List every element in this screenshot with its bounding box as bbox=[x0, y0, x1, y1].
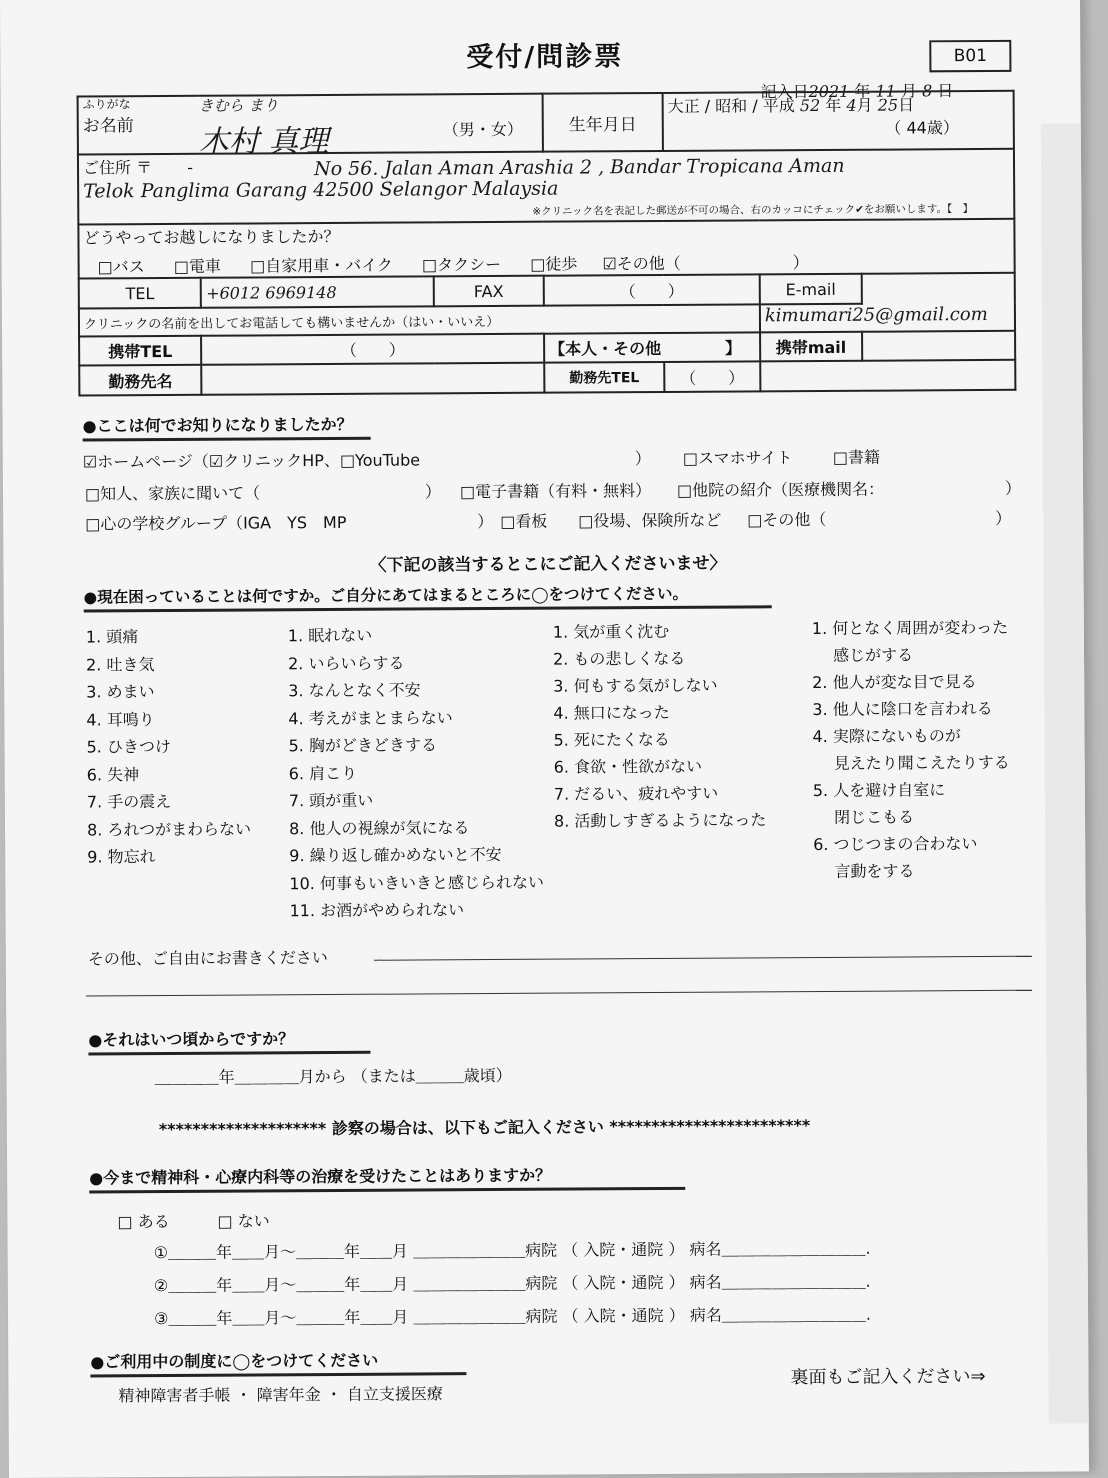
symptom-item[interactable]: 9. 物忘れ bbox=[87, 847, 156, 867]
symptom-item[interactable]: 1. 何となく周囲が変わった bbox=[811, 617, 1009, 639]
symptoms-col-mood bbox=[553, 617, 767, 834]
referral-other[interactable]: □その他（ bbox=[747, 509, 827, 530]
instruction-text: 〈下記の該当するとこにご記入くださいませ〉 bbox=[369, 553, 727, 576]
birth-year-unit: 年 bbox=[825, 95, 842, 115]
since-text[interactable]: ＿＿＿＿年＿＿＿＿月から （または＿＿＿歳頃） bbox=[154, 1065, 512, 1088]
referral-paren2: ） bbox=[424, 482, 442, 502]
referral-book[interactable]: □書籍 bbox=[832, 447, 880, 467]
address-cell[interactable] bbox=[78, 149, 1014, 225]
symptom-item[interactable]: 1. 頭痛 bbox=[85, 627, 139, 647]
free-text-label: その他、ご自由にお書きください bbox=[87, 948, 328, 969]
email-label: E-mail bbox=[760, 274, 862, 305]
history-row-2[interactable]: ②＿＿＿年＿＿月～＿＿＿年＿＿月 ＿＿＿＿＿＿＿病院 （ 入院・通院 ） 病名＿＿＿＿＿＿＿＿＿. bbox=[153, 1271, 871, 1296]
symptom-item[interactable]: 2. いらいらする bbox=[287, 653, 405, 673]
referral-paren4: ） bbox=[477, 511, 494, 532]
symptom-item[interactable]: 4. 耳鳴り bbox=[86, 709, 155, 729]
fax-value[interactable]: （ ） bbox=[544, 274, 760, 305]
transport-cell bbox=[78, 219, 1014, 279]
symptom-item[interactable]: 7. だるい、疲れやすい bbox=[553, 783, 719, 804]
symptom-item[interactable]: 3. なんとなく不安 bbox=[288, 680, 421, 701]
transport-other[interactable]: ☑その他（ ） bbox=[602, 253, 809, 274]
form-title: 受付/問診票 bbox=[466, 41, 624, 74]
transport-label: どうやってお越しになりましたか？ bbox=[83, 226, 340, 248]
address-note: ※クリニック名を表記した郵送が不可の場合、右のカッコにチェック✔をお願いします。【 】 bbox=[532, 203, 974, 218]
symptom-item[interactable]: 6. 食欲・性欲がない bbox=[553, 756, 703, 777]
system-options[interactable]: 精神障害者手帳 ・ 障害年金 ・ 自立支援医療 bbox=[118, 1384, 443, 1406]
referral-paren3: ） bbox=[1004, 478, 1022, 498]
email-cell[interactable] bbox=[862, 273, 1015, 304]
birth-cell[interactable] bbox=[663, 91, 1014, 151]
symptoms-col-anxiety bbox=[288, 621, 544, 925]
symptoms-col-perception bbox=[812, 614, 1011, 885]
date-year-unit: 年 bbox=[854, 81, 871, 101]
transport-car[interactable]: □自家用車・バイク bbox=[250, 255, 393, 276]
referral-smartphone[interactable]: □スマホサイト bbox=[682, 448, 793, 468]
furigana-label: ふりがな bbox=[82, 97, 131, 112]
symptom-item[interactable]: 3. 何もする気がしない bbox=[553, 675, 718, 696]
history-row-3[interactable]: ③＿＿＿年＿＿月～＿＿＿年＿＿月 ＿＿＿＿＿＿＿病院 （ 入院・通院 ） 病名＿＿＿＿＿＿＿＿＿. bbox=[153, 1304, 871, 1329]
symptom-item[interactable]: 2. 他人が変な目で見る bbox=[812, 672, 977, 693]
referral-other-clinic[interactable]: □他院の紹介（医療機関名： bbox=[676, 479, 885, 500]
date-month: 11 bbox=[875, 81, 896, 101]
referral-paren5: ） bbox=[995, 508, 1012, 528]
history-no[interactable]: □ ない bbox=[217, 1211, 270, 1231]
referral-homepage[interactable]: ☑ホームページ（☑クリニックHP、□YouTube bbox=[82, 450, 421, 472]
transport-walk[interactable]: □徒歩 bbox=[530, 254, 578, 274]
symptoms-col-physical bbox=[86, 622, 252, 870]
symptom-item[interactable]: 1. 眠れない bbox=[287, 625, 373, 646]
work-tel-label: 勤務先TEL bbox=[544, 362, 664, 393]
birth-month: 4 bbox=[846, 95, 857, 115]
referral-office[interactable]: □役場、保険所など bbox=[578, 510, 722, 531]
symptom-item[interactable]: 1. 気が重く沈む bbox=[552, 621, 670, 642]
referral-signboard[interactable]: □看板 bbox=[500, 511, 548, 531]
mobile-mail-label: 携帯mail bbox=[760, 332, 862, 362]
symptom-item[interactable]: 7. 頭が重い bbox=[288, 790, 374, 811]
symptom-item[interactable]: 5. ひきつけ bbox=[86, 736, 171, 757]
symptom-item[interactable]: 10. 何事もいきいきと感じられない bbox=[289, 872, 545, 893]
symptom-item[interactable]: 3. 他人に陰口を言われる bbox=[812, 698, 993, 720]
birth-day-unit: 日 bbox=[898, 95, 915, 115]
birth-month-unit: 月 bbox=[856, 95, 873, 115]
tel-label: TEL bbox=[79, 278, 202, 309]
address-label: ご住所 〒 bbox=[82, 158, 153, 178]
symptom-item[interactable]: 8. 活動しすぎるようになった bbox=[553, 810, 767, 831]
date-month-unit: 月 bbox=[900, 81, 918, 101]
transport-taxi[interactable]: □タクシー bbox=[421, 254, 502, 275]
address-line2: Telok Panglima Garang 42500 Selangor Malaysia bbox=[83, 177, 559, 203]
symptom-item[interactable]: 2. もの悲しくなる bbox=[552, 648, 686, 669]
fax-label: FAX bbox=[434, 276, 544, 307]
name-cell[interactable] bbox=[78, 94, 543, 160]
free-text-line-2[interactable] bbox=[86, 990, 1032, 997]
address-line1: No 56. Jalan Aman Arashia 2 , Bandar Tropicana Aman bbox=[313, 154, 845, 181]
referral-ebook[interactable]: □電子書籍（有料・無料） bbox=[459, 481, 652, 502]
work-tel-value[interactable]: （ ） bbox=[664, 361, 760, 392]
symptom-item[interactable]: 5. 人を避け自室に bbox=[812, 780, 946, 801]
mobile-tel-value[interactable]: （ ） bbox=[201, 334, 544, 365]
since-heading: ●それはいつ頃からですか？ bbox=[88, 1026, 370, 1056]
referral-row1 bbox=[82, 447, 880, 472]
date-day: 8 bbox=[922, 81, 933, 101]
patient-info-table bbox=[77, 90, 1017, 397]
symptom-item[interactable]: 8. 他人の視線が気になる bbox=[289, 817, 470, 838]
name-value: 木村 真理 bbox=[198, 123, 329, 160]
referral-heading: ●ここは何でお知りになりましたか？ bbox=[83, 412, 371, 442]
work-label: 勤務先名 bbox=[79, 365, 202, 396]
footer-note: 裏面もご記入ください⇒ bbox=[790, 1366, 986, 1389]
symptom-item[interactable]: 6. 失神 bbox=[86, 764, 140, 784]
symptom-item[interactable]: 6. 肩こり bbox=[288, 763, 358, 783]
birth-label: 生年月日 bbox=[543, 93, 663, 152]
symptom-item[interactable]: 7. 手の震え bbox=[86, 791, 172, 812]
referral-acquaintance[interactable]: □知人、家族に聞いて（ bbox=[84, 483, 261, 504]
history-row-1[interactable]: ①＿＿＿年＿＿月～＿＿＿年＿＿月 ＿＿＿＿＿＿＿病院 （ 入院・通院 ） 病名＿＿＿＿＿＿＿＿＿. bbox=[153, 1238, 871, 1263]
era-options: 大正 / 昭和 / 平成 bbox=[667, 96, 795, 116]
symptom-item[interactable]: 5. 胸がどきどきする bbox=[288, 735, 437, 756]
mobile-mail-value[interactable] bbox=[862, 331, 1015, 361]
birth-day: 25 bbox=[877, 95, 899, 115]
symptom-item[interactable]: 2. 吐き気 bbox=[86, 654, 155, 674]
form-code-box: B01 bbox=[929, 40, 1011, 73]
symptom-item[interactable]: 4. 無口になった bbox=[553, 702, 670, 723]
email-value[interactable]: kimumari25@gmail.com bbox=[760, 303, 1015, 333]
tel-value[interactable]: +6012 6969148 bbox=[201, 276, 434, 307]
free-text-line-1[interactable] bbox=[374, 956, 1032, 961]
address-postal: - bbox=[187, 157, 194, 177]
symptom-item[interactable]: 5. 死にたくなる bbox=[553, 729, 670, 750]
paper-edge bbox=[1041, 123, 1089, 1423]
mobile-owner[interactable]: 【本人・その他 】 bbox=[544, 332, 760, 362]
symptom-item[interactable]: 4. 実際にないものが bbox=[812, 726, 961, 747]
name-label: お名前 bbox=[82, 116, 134, 137]
transport-bus[interactable]: □バス bbox=[97, 257, 145, 277]
symptom-item-cont: 見えたり聞こえたりする bbox=[812, 752, 1010, 774]
work-name-value[interactable] bbox=[202, 363, 545, 395]
date-day-unit: 日 bbox=[937, 81, 954, 101]
history-heading: ●今まで精神科・心療内科等の治療を受けたことはありますか？ bbox=[89, 1162, 685, 1194]
date-label: 記入日 bbox=[760, 82, 809, 102]
exam-banner: ******************** 診察の場合は、以下もご記入ください ************************ bbox=[158, 1116, 811, 1140]
referral-row3 bbox=[85, 506, 1025, 534]
symptom-item[interactable]: 8. ろれつがまわらない bbox=[87, 818, 252, 839]
gender-options: （男・女） bbox=[442, 119, 523, 140]
history-yes[interactable]: □ ある bbox=[117, 1211, 170, 1232]
referral-school-group[interactable]: □心の学校グループ（IGA YS MP bbox=[85, 512, 347, 534]
symptom-item-cont: 閉じこもる bbox=[812, 807, 915, 828]
symptom-item[interactable]: 3. めまい bbox=[86, 682, 155, 702]
symptom-item[interactable]: 6. つじつまの合わない bbox=[813, 834, 978, 855]
date-year: 2021 bbox=[808, 81, 850, 102]
symptom-item-cont: 言動をする bbox=[813, 861, 915, 882]
symptom-item[interactable]: 11. お酒がやめられない bbox=[289, 900, 465, 921]
mobile-tel-label: 携帯TEL bbox=[79, 336, 202, 366]
referral-row2 bbox=[85, 476, 1025, 504]
symptom-item-cont: 感じがする bbox=[811, 645, 914, 666]
symptom-item[interactable]: 9. 繰り返し確かめないと不安 bbox=[289, 844, 502, 866]
furigana-value: きむら まり bbox=[198, 96, 279, 115]
referral-close-paren: ） bbox=[634, 449, 651, 469]
work-extra-cell bbox=[760, 360, 1015, 392]
transport-train[interactable]: □電車 bbox=[173, 256, 222, 276]
symptoms-heading: ●現在困っていることは何ですか。ご自分にあてはまるところに◯をつけてください。 bbox=[84, 581, 772, 612]
symptom-item[interactable]: 4. 考えがまとまらない bbox=[288, 707, 453, 728]
call-ok-question[interactable]: クリニックの名前を出してお電話しても構いませんか（はい・いいえ） bbox=[79, 304, 760, 336]
age-value: （ 44歳） bbox=[885, 118, 959, 138]
system-heading: ●ご利用中の制度に◯をつけてください bbox=[90, 1347, 466, 1377]
birth-year: 52 bbox=[799, 95, 821, 116]
